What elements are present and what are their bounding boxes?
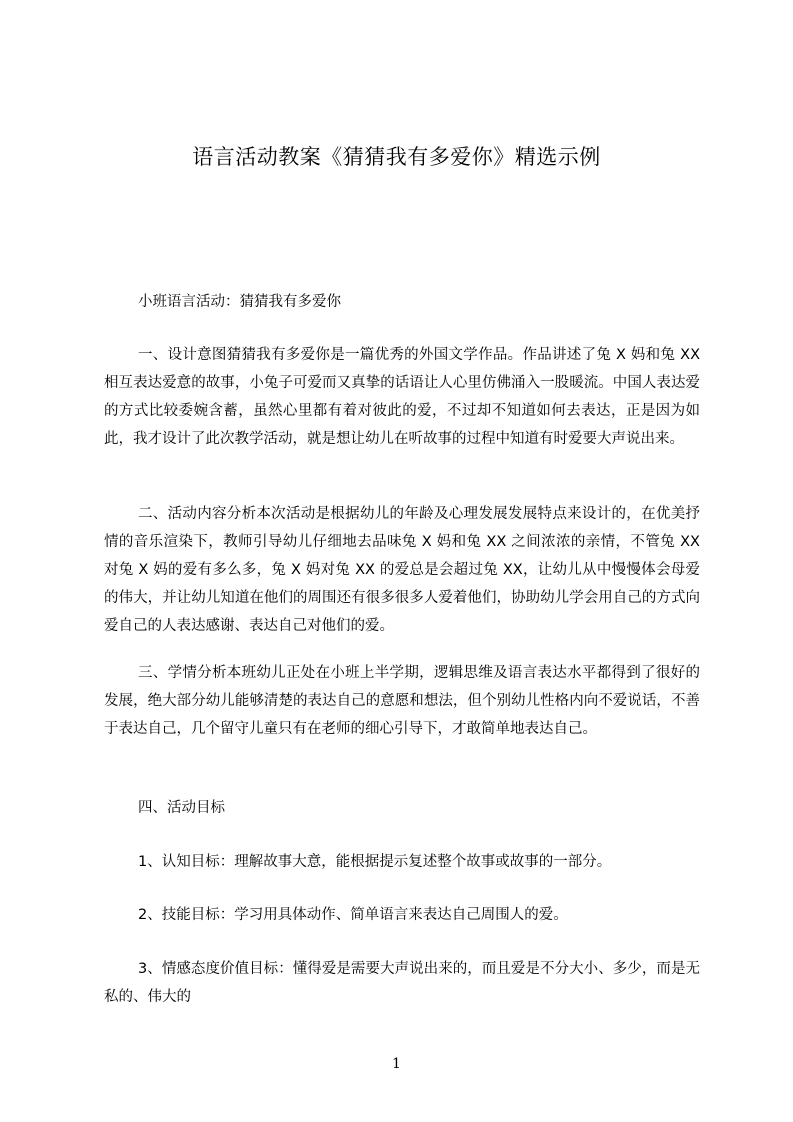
paragraph-learner-analysis: 三、学情分析本班幼儿正处在小班上半学期，逻辑思维及语言表达水平都得到了很好的发展，绝大部分幼儿能够清楚的表达自己的意愿和想法，但个别幼儿性格内向不爱说话，不善于表达自己，几个留守儿童只有在老师的细心引导下，才敢简单地表达自己。	[104, 665, 700, 737]
subtitle-line: 小班语言活动：猜猜我有多爱你	[138, 294, 341, 310]
page-title: 语言活动教案《猜猜我有多爱你》精选示例	[192, 145, 601, 169]
objective-cognitive: 1、认知目标：理解故事大意，能根据提示复述整个故事或故事的一部分。	[138, 854, 612, 870]
objective-skill: 2、技能目标：学习用具体动作、简单语言来表达自己周围人的爱。	[138, 907, 568, 923]
section-heading-objectives: 四、活动目标	[138, 800, 225, 816]
page-number: 1	[392, 1056, 401, 1072]
paragraph-content-analysis: 二、活动内容分析本次活动是根据幼儿的年龄及心理发展发展特点来设计的，在优美抒情的音乐渲染下，教师引导幼儿仔细地去品味兔 X 妈和兔 XX 之间浓浓的亲情，不管兔 XX 对兔 X 妈的爱有多么多，兔 X 妈对兔 XX 的爱总是会超过兔 XX，让幼儿从中慢慢体会母爱的伟大，并让幼儿知道在他们的周围还有很多很多人爱着他们，协助幼儿学会用自己的方式向爱自己的人表达感谢、表达自己对他们的爱。	[104, 506, 700, 634]
objective-emotional: 3、情感态度价值目标：懂得爱是需要大声说出来的，而且爱是不分大小、多少，而是无私的、伟大的	[104, 961, 700, 1005]
paragraph-design-intent: 一、设计意图猜猜我有多爱你是一篇优秀的外国文学作品。作品讲述了兔 X 妈和兔 XX 相互表达爱意的故事，小兔子可爱而又真挚的话语让人心里仿佛涌入一股暖流。中国人表达爱的方式比较委婉含蓄，虽然心里都有着对彼此的爱，不过却不知道如何去表达，正是因为如此，我才设计了此次教学活动，就是想让幼儿在听故事的过程中知道有时爱要大声说出来。	[104, 347, 700, 447]
